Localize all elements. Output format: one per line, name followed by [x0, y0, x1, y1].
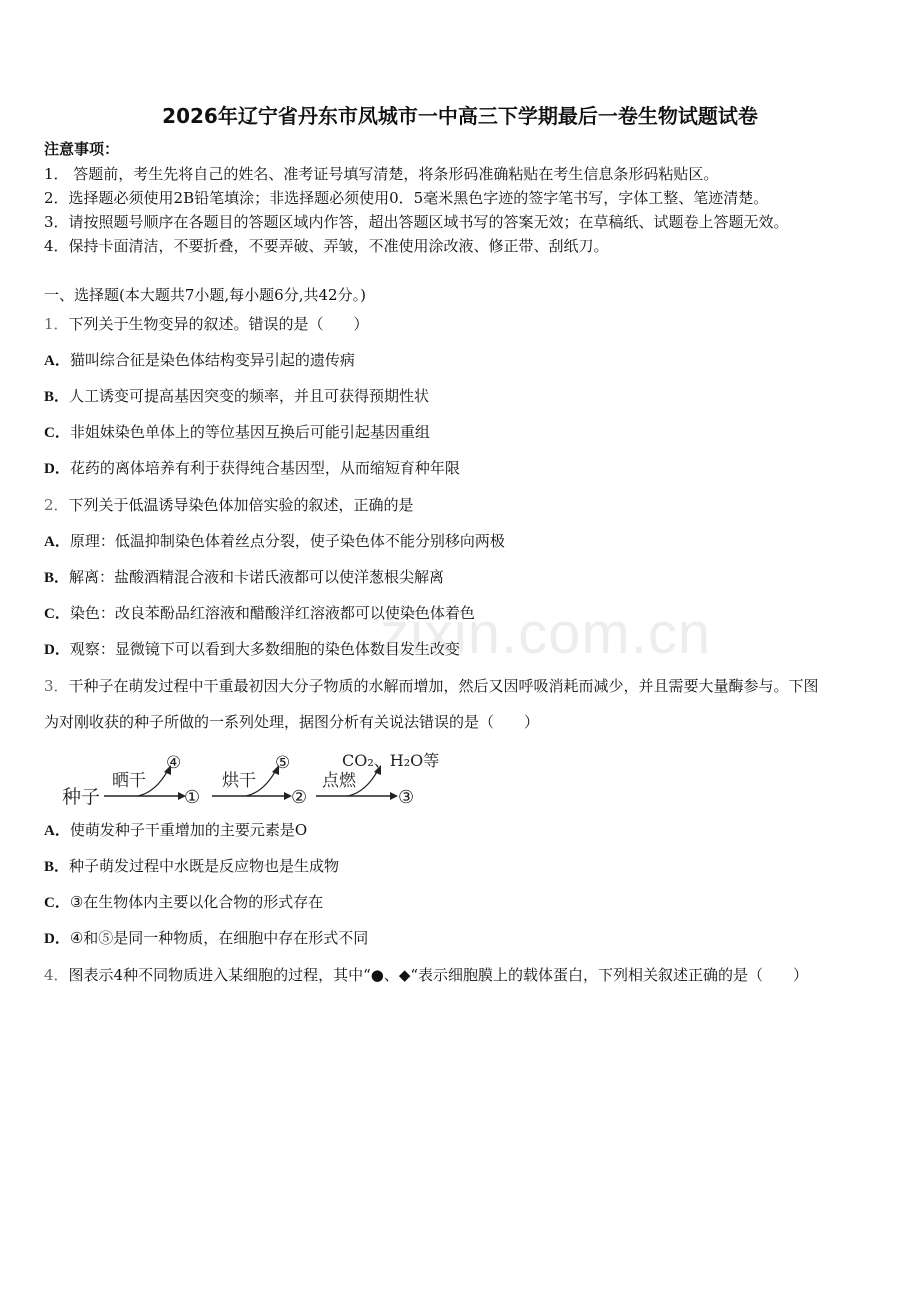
option-letter: B． [44, 389, 70, 405]
option-letter: A． [44, 823, 70, 839]
notice-item: 3．请按照题号顺序在各题目的答题区域内作答，超出答题区域书写的答案无效；在草稿纸、试题卷上答题无效。 [44, 213, 789, 231]
question-1-option-a [44, 349, 355, 370]
question-2-option-a [44, 530, 505, 551]
notice-item: 2．选择题必须使用2B铅笔填涂；非选择题必须使用0．5毫米黑色字迹的签字笔书写，字体工整、笔迹清楚。 [44, 189, 769, 207]
diagram-arrowhead [390, 792, 398, 800]
question-1-option-b [44, 385, 429, 406]
option-text: 种子萌发过程中水既是反应物也是生成物 [69, 857, 340, 875]
question-1-stem [44, 313, 369, 334]
diagram-output-label: ⑤ [275, 753, 291, 773]
option-letter: C． [44, 895, 70, 911]
option-text: 非姐妹染色单体上的等位基因互换后可能引起基因重组 [69, 423, 430, 441]
option-text: 观察：显微镜下可以看到大多数细胞的染色体数目发生改变 [69, 640, 460, 658]
diagram-node: ③ [398, 787, 415, 808]
question-3-stem-line2: 为对刚收获的种子所做的一系列处理，据图分析有关说法错误的是（ ） [44, 713, 540, 731]
diagram-step-label: 晒干 [112, 771, 146, 791]
question-3-option-c [44, 891, 323, 912]
option-text: 猫叫综合征是染色体结构变异引起的遗传病 [69, 351, 355, 369]
notice-heading: 注意事项： [44, 140, 120, 158]
question-2-option-d [44, 638, 460, 659]
question-3-option-a [44, 819, 307, 840]
section-title: 一、选择题(本大题共7小题,每小题6分,共42分。) [44, 286, 366, 304]
option-text: ③在生物体内主要以化合物的形式存在 [69, 893, 324, 911]
seed-process-diagram [60, 746, 460, 812]
option-text: 人工诱变可提高基因突变的频率，并且可获得预期性状 [69, 387, 430, 405]
diagram-output-label: ④ [166, 753, 182, 773]
option-letter: A． [44, 353, 70, 369]
option-letter: B． [44, 570, 70, 586]
question-number: 3． [44, 677, 69, 695]
question-3-stem-line1 [44, 675, 819, 696]
option-letter: D． [44, 931, 70, 947]
question-1-option-d [44, 457, 460, 478]
option-letter: B． [44, 859, 70, 875]
diagram-output-label: CO₂、H₂O等 [342, 751, 440, 770]
option-text: 原理：低温抑制染色体着丝点分裂，使子染色体不能分别移向两极 [69, 532, 505, 550]
watermark: zixin.com.cn [380, 601, 712, 666]
option-letter: C． [44, 425, 70, 441]
option-text: ④和⑤是同一种物质，在细胞中存在形式不同 [69, 929, 369, 947]
question-text: 图表示4种不同物质进入某细胞的过程，其中“●、◆“表示细胞膜上的载体蛋白，下列相关叙述正确的是（ ） [68, 966, 809, 984]
question-3-option-d [44, 927, 368, 948]
diagram-seed-label: 种子 [62, 786, 101, 808]
question-2-stem [44, 494, 414, 515]
diagram-node: ① [184, 787, 201, 808]
question-number: 1． [44, 315, 69, 333]
question-text: 下列关于生物变异的叙述。错误的是（ ） [68, 315, 369, 333]
option-text: 花药的离体培养有利于获得纯合基因型，从而缩短育种年限 [69, 459, 460, 477]
question-2-option-c [44, 602, 475, 623]
question-2-option-b [44, 566, 444, 587]
option-letter: C． [44, 606, 70, 622]
option-text: 染色：改良苯酚品红溶液和醋酸洋红溶液都可以使染色体着色 [69, 604, 475, 622]
diagram-node: ② [291, 787, 308, 808]
question-number: 4． [44, 966, 69, 984]
question-1-option-c [44, 421, 430, 442]
option-text: 解离：盐酸酒精混合液和卡诺氏液都可以使洋葱根尖解离 [69, 568, 445, 586]
notice-item: 1． 答题前，考生先将自己的姓名、准考证号填写清楚，将条形码准确粘贴在考生信息条形码粘贴区。 [44, 165, 719, 183]
question-number: 2． [44, 496, 69, 514]
notice-item: 4．保持卡面清洁，不要折叠，不要弄破、弄皱，不准使用涂改液、修正带、刮纸刀。 [44, 237, 609, 255]
page-title: 2026年辽宁省丹东市凤城市一中高三下学期最后一卷生物试题试卷 [162, 104, 758, 128]
question-text: 干种子在萌发过程中干重最初因大分子物质的水解而增加，然后又因呼吸消耗而减少，并且需要大量酶参与。下图 [68, 677, 819, 695]
question-text: 下列关于低温诱导染色体加倍实验的叙述，正确的是 [68, 496, 414, 514]
option-text: 使萌发种子干重增加的主要元素是O [69, 821, 308, 839]
question-3-option-b [44, 855, 339, 876]
option-letter: A． [44, 534, 70, 550]
option-letter: D． [44, 642, 70, 658]
option-letter: D． [44, 461, 70, 477]
diagram-step-label: 烘干 [222, 771, 256, 791]
question-4-stem [44, 964, 808, 985]
diagram-step-label: 点燃 [322, 771, 356, 791]
